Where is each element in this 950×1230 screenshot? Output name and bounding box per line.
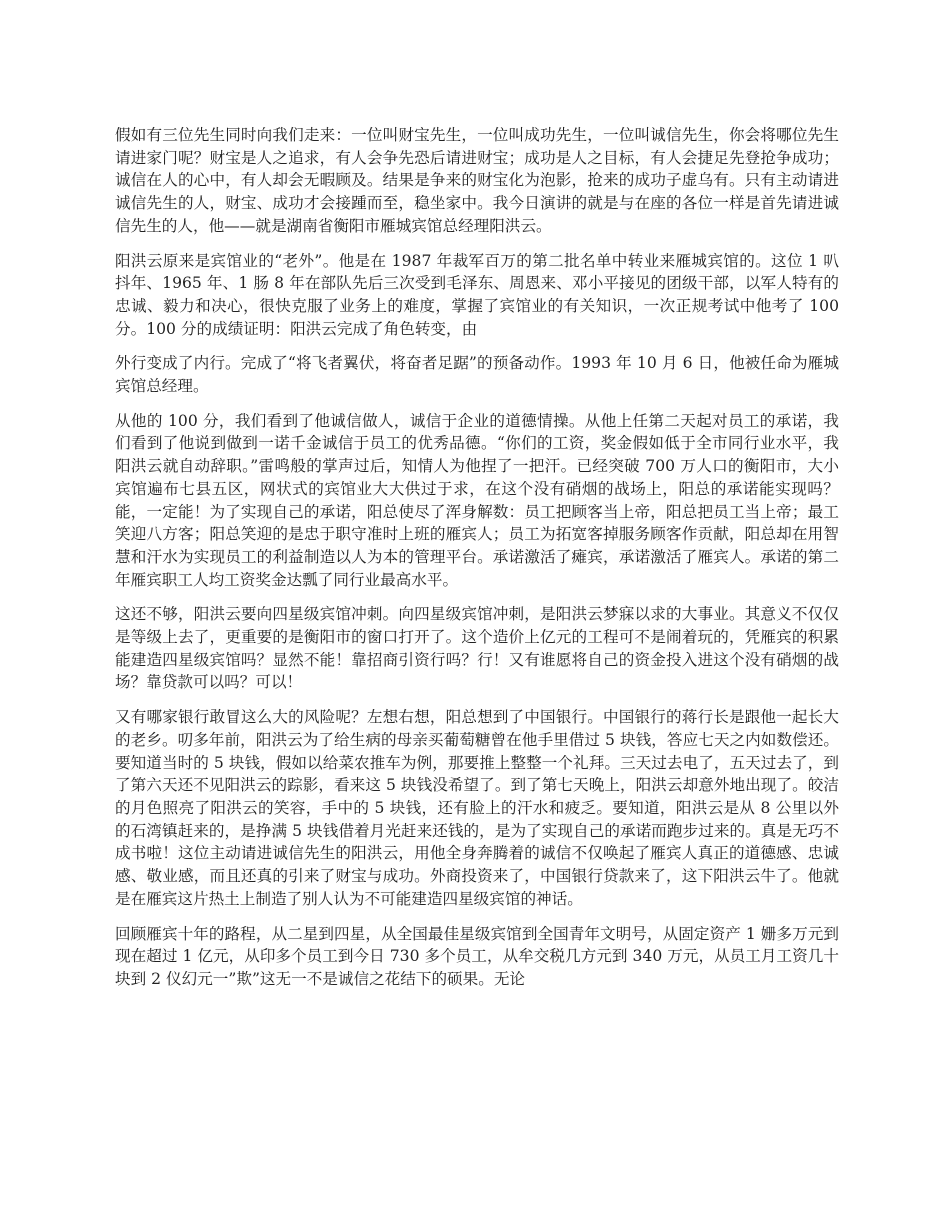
paragraph-6: 又有哪家银行敢冒这么大的风险呢？左想右想，阳总想到了中国银行。中国银行的蒋行长是跟他一起长大的老乡。叨多年前，阳洪云为了给生病的母亲买葡萄糖曾在他手里借过 5 块钱，答应七天之内如数偿还。要知道当时的 5 块钱，假如以给菜农推车为例，那要推上整整一个礼拜。三天过去电了，五天过去了，到了第六天还不见阳洪云的踪影，看来这 5 块钱没希望了。到了第七天晚上，阳洪云却意外地出现了。皎洁的月色照亮了阳洪云的笑容，手中的 5 块钱，还有脸上的汗水和疲乏。要知道，阳洪云是从 8 公里以外的石湾镇赶来的，是挣满 5 块钱借着月光赶来还钱的，是为了实现自己的承诺而跑步过来的。真是无巧不成书啦！这位主动请进诚信先生的阳洪云，用他全身奔腾着的诚信不仅唤起了雁宾人真正的道德感、忠诚感、敬业感，而且还真的引来了财宝与成功。外商投资来了，中国银行贷款来了，这下阳洪云牛了。他就是在雁宾这片热土上制造了别人认为不可能建造四星级宾馆的神话。 [115, 708, 839, 908]
document-body [115, 124, 839, 1003]
paragraph-3: 外行变成了内行。完成了“将飞者翼伏，将奋者足踞”的预备动作。1993 年 10 月 6 日，他被任命为雁城宾馆总经理。 [115, 354, 839, 396]
paragraph-7: 回顾雁宾十年的路程，从二星到四星，从全国最佳星级宾馆到全国青年文明号，从固定资产 1 姗多万元到现在超过 1 亿元，从印多个员工到今日 730 多个员工，从牟交税几方元到 340 万元，从员工月工资几十块到 2 仪幻元一”欺”这无一不是诚信之花结下的硕果。无论 [115, 924, 839, 988]
paragraph-1: 假如有三位先生同时向我们走来：一位叫财宝先生，一位叫成功先生，一位叫诚信先生，你会将哪位先生请进家门呢？财宝是人之追求，有人会争先恐后请进财宝；成功是人之目标，有人会捷足先登抢争成功；诚信在人的心中，有人却会无暇顾及。结果是争来的财宝化为泡影，抢来的成功子虚乌有。只有主动请进诚信先生的人，财宝、成功才会接踵而至，稳坐家中。我今日演讲的就是与在座的各位一样是首先请进诚信先生的人，他——就是湖南省衡阳市雁城宾馆总经理阳洪云。 [115, 126, 839, 235]
paragraph-2: 阳洪云原来是宾馆业的“老外”。他是在 1987 年裁军百万的第二批名单中转业来雁城宾馆的。这位 1 叭抖年、1965 年、1 肠 8 年在部队先后三次受到毛泽东、周恩来、邓小平接见的团级干部，以军人特有的忠诚、毅力和决心，很快克服了业务上的难度，掌握了宾馆业的有关知识，一次正规考试中他考了 100 分。100 分的成绩证明：阳洪云完成了角色转变，由 [115, 251, 839, 338]
paragraph-5: 这还不够，阳洪云要向四星级宾馆冲刺。向四星级宾馆冲刺，是阳洪云梦寐以求的大事业。其意义不仅仅是等级上去了，更重要的是衡阳市的窗口打开了。这个造价上亿元的工程可不是闹着玩的，凭雁宾的积累能建造四星级宾馆吗？显然不能！靠招商引资行吗？行！又有谁愿将自己的资金投入进这个没有硝烟的战场？靠贷款可以吗？可以！ [115, 605, 839, 692]
paragraph-4: 从他的 100 分，我们看到了他诚信做人，诚信于企业的道德情操。从他上任第二天起对员工的承诺，我们看到了他说到做到一诺千金诚信于员工的优秀品德。“你们的工资，奖金假如低于全市同行业水平，我阳洪云就自动辞职。”雷鸣般的掌声过后，知情人为他捏了一把汗。已经突破 700 万人口的衡阳市，大小宾馆遍布七县五区，网状式的宾馆业大大供过于求，在这个没有硝烟的战场上，阳总的承诺能实现吗？能，一定能！为了实现自己的承诺，阳总使尽了浑身解数：员工把顾客当上帝，阳总把员工当上帝；最工笑迎八方客；阳总笑迎的是忠于职守准时上班的雁宾人；员工为拓宽客掉服务顾客作贡献，阳总却在用智慧和汗水为实现员工的利益制造以人为本的管理平台。承诺激活了瘫宾，承诺激活了雁宾人。承诺的第二年雁宾职工人均工资奖金达瓢了同行业最高水平。 [115, 411, 839, 589]
